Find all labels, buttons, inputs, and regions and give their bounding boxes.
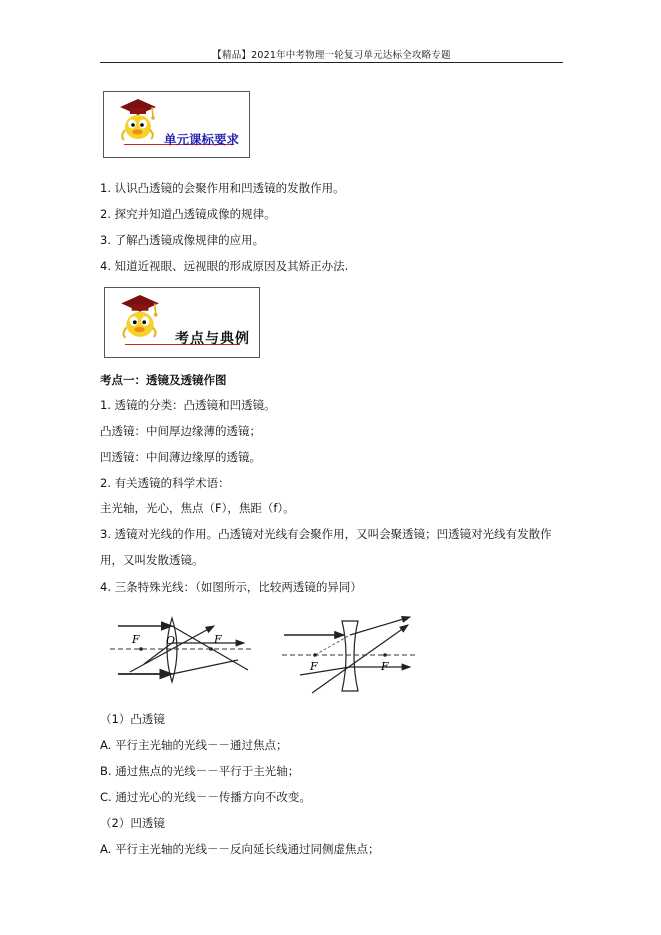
concave-lens-diagram <box>280 615 420 697</box>
banner-key-points <box>104 287 260 358</box>
terms-heading: 2. 有关透镜的科学术语： <box>100 476 230 490</box>
types-heading: 1. 透镜的分类：凸透镜和凹透镜。 <box>100 398 276 412</box>
convex-definition: 凸透镜：中间厚边缘薄的透镜； <box>100 424 261 438</box>
concave-heading: （2）凹透镜 <box>100 816 165 830</box>
concave-definition: 凹透镜：中间薄边缘厚的透镜。 <box>100 450 261 464</box>
lens-effect-paragraph: 3. 透镜对光线的作用。凸透镜对光线有会聚作用，又叫会聚透镜；凹透镜对光线有发散作用，又叫发散透镜。 <box>100 527 552 567</box>
banner-title: 单元课标要求 <box>164 132 240 147</box>
label-f-left: F <box>310 660 318 673</box>
convex-rule-a: A. 平行主光轴的光线－－通过焦点； <box>100 738 288 752</box>
banner-title: 考点与典例 <box>175 331 250 347</box>
label-o: O <box>166 634 176 647</box>
terms-list: 主光轴，光心，焦点（F），焦距（f）。 <box>100 501 295 515</box>
page-header: 【精品】2021年中考物理一轮复习单元达标全攻略专题 <box>212 50 451 61</box>
requirement-2: 2. 探究并知道凸透镜成像的规律。 <box>100 207 276 221</box>
convex-lens-diagram <box>108 612 253 687</box>
focal-point-right <box>209 647 213 651</box>
requirement-4: 4. 知道近视眼、远视眼的形成原因及其矫正办法. <box>100 259 349 273</box>
concave-rule-a: A. 平行主光轴的光线－－反向延长线通过同侧虚焦点； <box>100 842 380 856</box>
ray-bottom-out <box>172 660 238 674</box>
requirement-3: 3. 了解凸透镜成像规律的应用。 <box>100 233 265 247</box>
special-rays-heading: 4. 三条特殊光线：（如图所示，比较两透镜的异同） <box>100 580 362 594</box>
label-f-right: F <box>214 633 222 646</box>
ray-diverged <box>350 617 410 635</box>
graduate-duck-mascot-icon <box>117 294 161 340</box>
header-rule <box>100 62 563 63</box>
convex-rule-c: C. 通过光心的光线－－传播方向不改变。 <box>100 790 311 804</box>
convex-heading: （1）凸透镜 <box>100 712 165 726</box>
focal-point-left <box>313 653 317 657</box>
convex-rule-b: B. 通过焦点的光线－－平行于主光轴； <box>100 764 300 778</box>
requirement-1: 1. 认识凸透镜的会聚作用和凹透镜的发散作用。 <box>100 181 345 195</box>
label-f-left: F <box>132 633 140 646</box>
concave-lens <box>342 621 358 691</box>
focal-point-right <box>383 653 387 657</box>
label-f-right: F <box>381 660 389 673</box>
section-title: 考点一：透镜及透镜作图 <box>100 373 227 387</box>
graduate-duck-mascot-icon <box>116 98 158 142</box>
focal-point-left <box>139 647 143 651</box>
banner-unit-requirements <box>103 91 250 158</box>
